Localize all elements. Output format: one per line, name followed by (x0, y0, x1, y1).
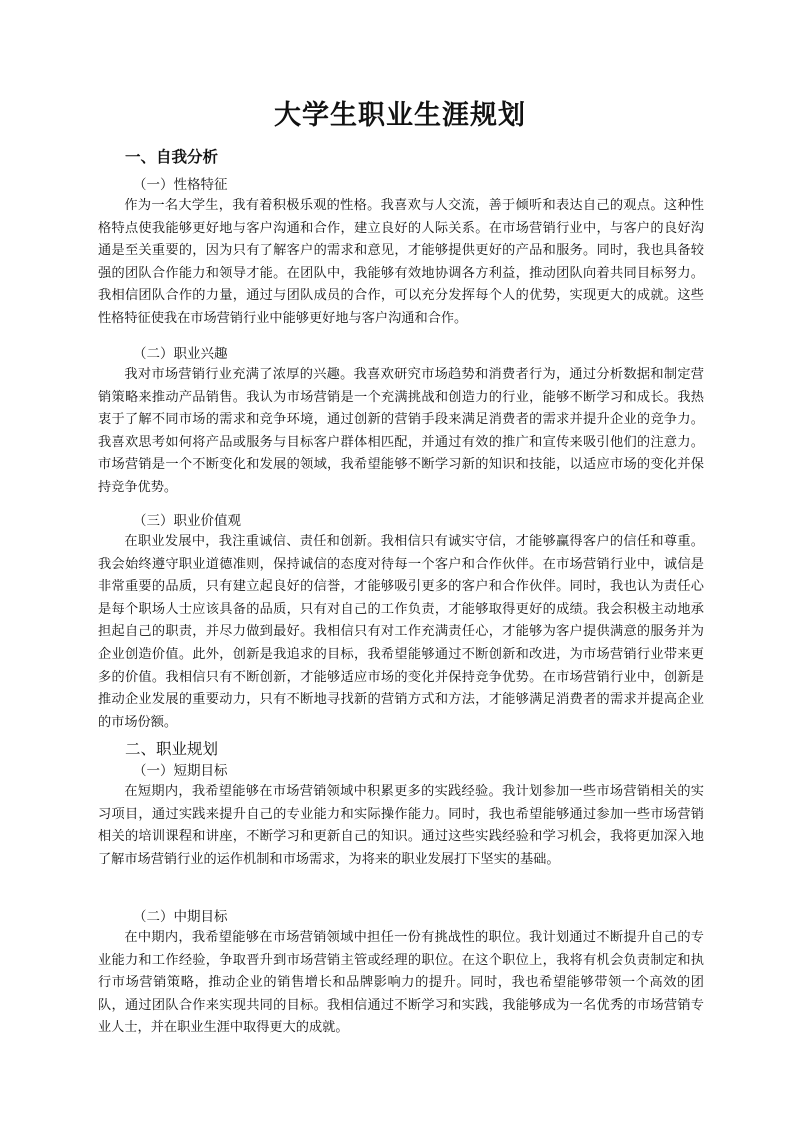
subsection-heading-values: （三）职业价值观 (133, 513, 241, 529)
subsection-heading-interest: （二）职业兴趣 (133, 346, 228, 362)
subsection-heading-short-term: （一）短期目标 (133, 763, 228, 779)
paragraph-short-term: 在短期内，我希望能够在市场营销领域中积累更多的实践经验。我计划参加一些市场营销相关的实习项目，通过实践来提升自己的专业能力和实际操作能力。同时，我也希望能够通过参加一些市场营销相关的培训课程和讲座，不断学习和更新自己的知识。通过这些实践经验和学习机会，我将更加深入地了解市场营销行业的运作机制和市场需求，为将来的职业发展打下坚实的基础。 (98, 784, 704, 867)
section-heading-self-analysis: 一、自我分析 (125, 147, 219, 166)
paragraph-personality: 作为一名大学生，我有着积极乐观的性格。我喜欢与人交流，善于倾听和表达自己的观点。这种性格特点使我能够更好地与客户沟通和合作，建立良好的人际关系。在市场营销行业中，与客户的良好沟通是至关重要的，因为只有了解客户的需求和意见，才能够提供更好的产品和服务。同时，我也具备较强的团队合作能力和领导才能。在团队中，我能够有效地协调各方利益，推动团队向着共同目标努力。我相信团队合作的力量，通过与团队成员的合作，可以充分发挥每个人的优势，实现更大的成就。这些性格特征使我在市场营销行业中能够更好地与客户沟通和合作。 (98, 198, 704, 326)
subsection-heading-personality: （一）性格特征 (133, 177, 228, 193)
section-heading-career-plan: 二、职业规划 (125, 740, 219, 758)
subsection-heading-mid-term: （二）中期目标 (133, 909, 228, 925)
page-title: 大学生职业生涯规划 (274, 100, 526, 131)
paragraph-mid-term: 在中期内，我希望能够在市场营销领域中担任一份有挑战性的职位。我计划通过不断提升自己的专业能力和工作经验，争取晋升到市场营销主管或经理的职位。在这个职位上，我将有机会负责制定和执行市场营销策略，推动企业的销售增长和品牌影响力的提升。同时，我也希望能够带领一个高效的团队，通过团队合作来实现共同的目标。我相信通过不断学习和实践，我能够成为一名优秀的市场营销专业人士，并在职业生涯中取得更大的成就。 (98, 930, 704, 1036)
paragraph-values: 在职业发展中，我注重诚信、责任和创新。我相信只有诚实守信，才能够赢得客户的信任和尊重。我会始终遵守职业道德准则，保持诚信的态度对待每一个客户和合作伙伴。在市场营销行业中，诚信是非常重要的品质，只有建立起良好的信誉，才能够吸引更多的客户和合作伙伴。同时，我也认为责任心是每个职场人士应该具备的品质，只有对自己的工作负责，才能够取得更好的成绩。我会积极主动地承担起自己的职责，并尽力做到最好。我相信只有对工作充满责任心，才能够为客户提供满意的服务并为企业创造价值。此外，创新是我追求的目标，我希望能够通过不断创新和改进，为市场营销行业带来更多的价值。我相信只有不断创新，才能够适应市场的变化并保持竞争优势。在市场营销行业中，创新是推动企业发展的重要动力，只有不断地寻找新的营销方式和方法，才能够满足消费者的需求并提高企业的市场份额。 (98, 534, 704, 730)
paragraph-interest: 我对市场营销行业充满了浓厚的兴趣。我喜欢研究市场趋势和消费者行为，通过分析数据和制定营销策略来推动产品销售。我认为市场营销是一个充满挑战和创造力的行业，能够不断学习和成长。我热衷于了解不同市场的需求和竞争环境，通过创新的营销手段来满足消费者的需求并提升企业的竞争力。我喜欢思考如何将产品或服务与目标客户群体相匹配，并通过有效的推广和宣传来吸引他们的注意力。市场营销是一个不断变化和发展的领域，我希望能够不断学习新的知识和技能，以适应市场的变化并保持竞争优势。 (98, 367, 704, 495)
